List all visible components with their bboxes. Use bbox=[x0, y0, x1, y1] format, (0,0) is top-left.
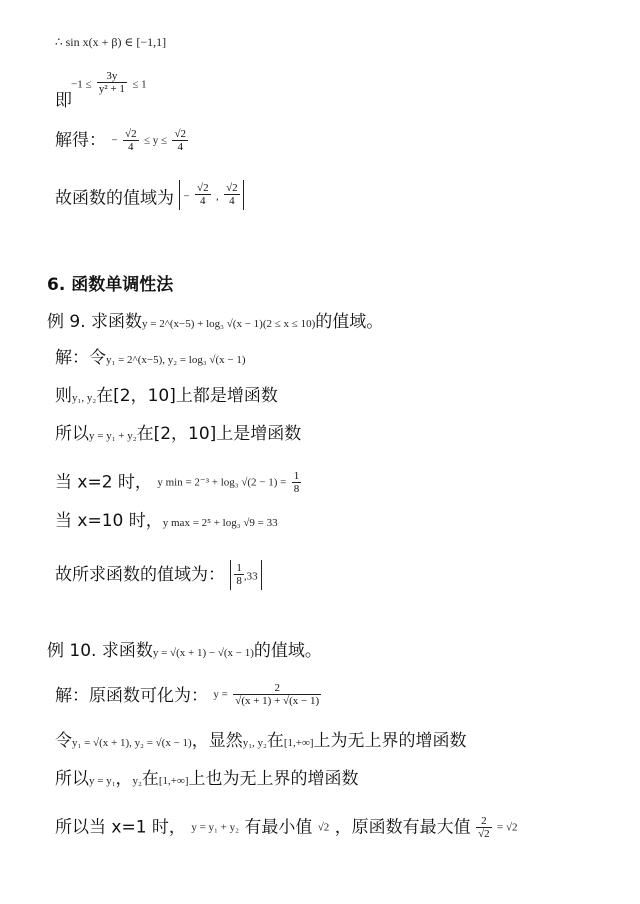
fraction-a bbox=[195, 182, 211, 207]
fraction bbox=[233, 682, 321, 707]
min-value: √2 bbox=[317, 821, 330, 834]
formula: y = y₁ bbox=[89, 775, 116, 787]
formula: y₂ bbox=[132, 775, 142, 787]
line-range-sin bbox=[55, 30, 166, 53]
fraction-numerator: √2 bbox=[174, 128, 187, 140]
formula: y = √(x + 1) − √(x − 1) bbox=[152, 647, 254, 659]
fraction bbox=[292, 470, 302, 495]
line-solution bbox=[55, 128, 188, 153]
solution-label: 解：原函数可化为： bbox=[55, 686, 208, 706]
solution-10 bbox=[55, 682, 321, 707]
text: 在 bbox=[266, 731, 284, 751]
minus-sign: − bbox=[183, 190, 190, 203]
formula-mid: ≤ y ≤ bbox=[143, 134, 168, 147]
fraction-denominator: √(x + 1) + √(x − 1) bbox=[235, 695, 320, 707]
example-9 bbox=[47, 311, 383, 335]
line-tail: 上也为无上界的增函数 bbox=[188, 769, 359, 789]
max-value: = √2 bbox=[497, 821, 518, 834]
fraction-denominator: 4 bbox=[224, 194, 240, 207]
label-let: 令 bbox=[55, 731, 72, 751]
formula: y = y₁ + y₂ bbox=[191, 821, 239, 834]
fraction-denominator: 4 bbox=[123, 140, 139, 153]
formula-left: −1 ≤ bbox=[71, 78, 92, 91]
section-heading: 6. 函数单调性法 bbox=[47, 275, 174, 295]
formula: y = y₁ + y₂ bbox=[89, 430, 137, 442]
fraction-numerator: 2 bbox=[274, 682, 280, 694]
fraction-numerator: √2 bbox=[226, 182, 238, 194]
formula-lhs: y = bbox=[213, 688, 228, 701]
fraction-denominator: 8 bbox=[236, 575, 242, 587]
line-conclusion bbox=[55, 815, 518, 840]
fraction-denominator: y² + 1 bbox=[98, 83, 125, 95]
line-so2 bbox=[55, 768, 359, 792]
fraction-left bbox=[123, 128, 139, 153]
label-conclusion: 所以当 x=1 时， bbox=[55, 817, 186, 838]
fraction-denominator: √2 bbox=[478, 828, 490, 840]
label-then: 则 bbox=[55, 386, 72, 406]
line-range bbox=[55, 180, 244, 210]
example-tail: 的值域。 bbox=[253, 641, 322, 661]
fraction-denominator: 8 bbox=[293, 483, 300, 495]
label-range: 故函数的值域为 bbox=[55, 188, 174, 209]
label-ji: 即 bbox=[55, 91, 72, 111]
fraction-numerator: 3y bbox=[106, 70, 118, 82]
interval: [1,+∞] bbox=[283, 737, 314, 749]
comma: , bbox=[215, 190, 219, 203]
label-x2: 当 x=2 时， bbox=[55, 472, 152, 493]
line-then bbox=[55, 385, 278, 409]
fraction-denominator: 4 bbox=[172, 140, 188, 153]
formula: y₁ = √(x + 1), y₂ = √(x − 1) bbox=[72, 737, 192, 749]
solution-9 bbox=[55, 347, 245, 371]
example-label: 例 10. 求函数 bbox=[47, 641, 153, 661]
interval-upper: ,33 bbox=[243, 570, 258, 583]
fraction-numerator: 2 bbox=[481, 815, 487, 827]
text: ，原函数有最大值 bbox=[334, 817, 471, 838]
fraction-numerator: √2 bbox=[197, 182, 209, 194]
fraction bbox=[234, 562, 244, 587]
formula-right: ≤ 1 bbox=[132, 78, 147, 91]
example-10 bbox=[47, 640, 322, 664]
interval-bracket bbox=[179, 180, 243, 210]
example-label: 例 9. 求函数 bbox=[47, 312, 143, 332]
fraction bbox=[97, 70, 127, 95]
line-let bbox=[55, 730, 467, 754]
text: 在 bbox=[141, 769, 159, 789]
formula: y₁, y₂ bbox=[72, 392, 97, 404]
fraction-numerator: √2 bbox=[125, 128, 137, 140]
text: ， bbox=[115, 769, 133, 789]
label-x10: 当 x=10 时， bbox=[55, 511, 163, 531]
label-so: 所以 bbox=[55, 769, 89, 789]
text: 有最小值 bbox=[244, 817, 313, 838]
formula: y max = 2⁵ + log₃ √9 = 33 bbox=[162, 517, 278, 529]
interval-bracket bbox=[230, 560, 261, 590]
example-tail: 的值域。 bbox=[315, 312, 384, 332]
label-range-result: 故所求函数的值域为： bbox=[55, 564, 225, 585]
fraction-right bbox=[172, 128, 188, 153]
fraction-denominator: 4 bbox=[195, 194, 211, 207]
line-x2 bbox=[55, 470, 301, 495]
fraction-numerator: 1 bbox=[293, 470, 300, 482]
interval: [1,+∞] bbox=[158, 775, 189, 787]
formula: y₁ = 2^(x−5), y₂ = log₃ √(x − 1) bbox=[106, 354, 246, 366]
minus-sign: − bbox=[111, 134, 118, 147]
fraction-b bbox=[224, 182, 240, 207]
fraction bbox=[476, 815, 492, 840]
formula: ∴ sin x(x + β) ∈ [−1,1] bbox=[55, 35, 167, 49]
formula: y = 2^(x−5) + log₃ √(x − 1)(2 ≤ x ≤ 10) bbox=[142, 318, 316, 330]
label-so: 所以 bbox=[55, 424, 89, 444]
solution-label: 解：令 bbox=[55, 348, 106, 368]
formula-inequality bbox=[71, 70, 147, 96]
formula: y₁, y₂ bbox=[242, 737, 267, 749]
fraction-numerator: 1 bbox=[236, 562, 242, 574]
formula: y min = 2⁻³ + log₃ √(2 − 1) = bbox=[157, 476, 287, 489]
label-jiede: 解得： bbox=[55, 130, 106, 151]
line-so bbox=[55, 423, 301, 447]
line-tail: 上为无上界的增函数 bbox=[313, 731, 467, 751]
line-x10 bbox=[55, 510, 278, 534]
text: ，显然 bbox=[191, 731, 243, 751]
line-tail: 在[2，10]上是增函数 bbox=[136, 424, 302, 444]
line-tail: 在[2，10]上都是增函数 bbox=[96, 386, 278, 406]
line-range-result bbox=[55, 560, 262, 590]
